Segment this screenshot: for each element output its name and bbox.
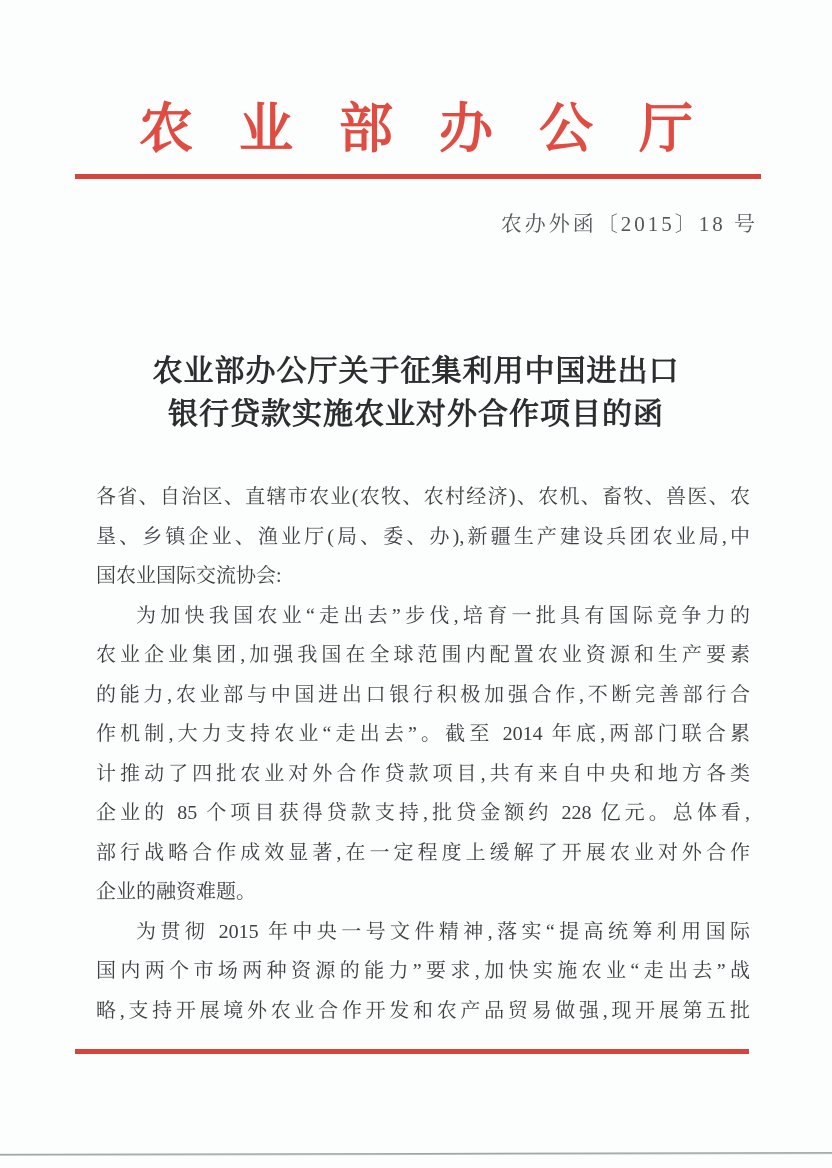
body-line: 作机制,大力支持农业“走出去”。截至 2014 年底,两部门联合累 (96, 723, 750, 745)
body-line: 企业的融资难题。 (96, 881, 256, 903)
body-line: 为贯彻 2015 年中央一号文件精神,落实“提高统筹利用国际 (136, 920, 750, 943)
body-line: 农业企业集团,加强我国在全球范围内配置农业资源和生产要素 (96, 644, 750, 666)
document-title-line-1: 农业部办公厅关于征集利用中国进出口 (152, 355, 680, 388)
scanned-paper-edge (0, 1152, 832, 1156)
body-line: 垦、乡镇企业、渔业厅(局、委、办),新疆生产建设兵团农业局,中 (96, 525, 750, 548)
body-line: 各省、自治区、直辖市农业(农牧、农村经济)、农机、畜牧、兽医、农 (96, 486, 750, 508)
document-title-line-2: 银行贷款实施农业对外合作项目的函 (168, 398, 664, 431)
letterhead (0, 98, 832, 160)
body-line: 计推动了四批农业对外合作贷款项目,共有来自中央和地方各类 (96, 762, 750, 785)
document-reference-number: 农办外函〔2015〕18 号 (500, 212, 758, 236)
body-line: 为加快我国农业“走出去”步伐,培育一批具有国际竞争力的 (136, 604, 750, 627)
document-body (96, 478, 750, 1031)
body-line: 国内两个市场两种资源的能力”要求,加快实施农业“走出去”战 (96, 960, 750, 982)
body-line: 略,支持开展境外农业合作开发和农产品贸易做强,现开展第五批 (96, 999, 750, 1022)
footer-divider-rule (75, 1049, 749, 1054)
body-line: 部行战略合作成效显著,在一定程度上缓解了开展农业对外合作 (96, 841, 750, 864)
body-line: 国农业国际交流协会: (96, 565, 282, 587)
letterhead-agency-name: 农业部办公厅 (139, 99, 739, 159)
body-line: 企业的 85 个项目获得贷款支持,批贷金额约 228 亿元。总体看, (96, 802, 750, 824)
body-line: 的能力,农业部与中国进出口银行积极加强合作,不断完善部行合 (96, 683, 750, 706)
letterhead-divider-rule (75, 174, 761, 179)
document-title (0, 350, 832, 436)
